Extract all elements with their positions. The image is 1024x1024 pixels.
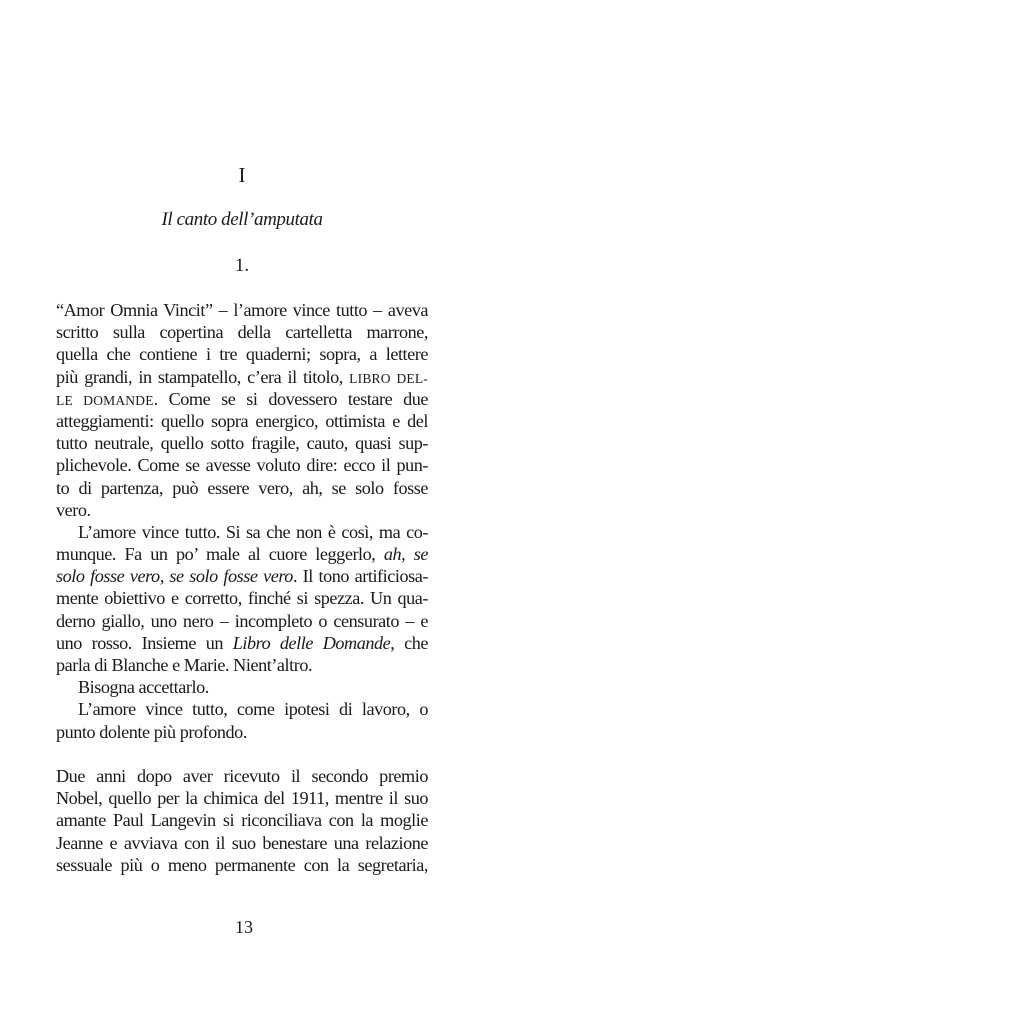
section-number: 1. bbox=[234, 255, 250, 276]
text-line bbox=[56, 632, 428, 654]
text-run: . Come se si dovessero testare due bbox=[153, 388, 428, 409]
text-line bbox=[56, 388, 428, 410]
text-line: derno giallo, uno nero – incompleto o censurato – e bbox=[56, 610, 428, 631]
text-line: atteggiamenti: quello sopra energico, ottimista e del bbox=[56, 410, 428, 431]
text-run: più grandi, in stampatello, c’era il titolo, bbox=[56, 366, 343, 387]
text-run: munque. Fa un po’ male al cuore leggerlo, bbox=[56, 544, 376, 565]
text-run: uno rosso. Insieme un bbox=[56, 632, 223, 653]
text-line bbox=[56, 565, 428, 587]
text-line bbox=[56, 543, 428, 565]
body-text bbox=[56, 299, 428, 876]
text-line: L’amore vince tutto, come ipotesi di lavoro, o bbox=[78, 699, 428, 720]
page-number: 13 bbox=[235, 917, 253, 937]
text-line: tutto neutrale, quello sotto fragile, cauto, quasi sup- bbox=[56, 433, 428, 454]
text-line: mente obiettivo e corretto, finché si spezza. Un qua- bbox=[56, 588, 428, 609]
text-line: punto dolente più profondo. bbox=[56, 721, 247, 742]
italic-run: Libro delle Domande bbox=[232, 632, 391, 653]
text-line: parla di Blanche e Marie. Nient’altro. bbox=[56, 655, 313, 675]
text-line: vero. bbox=[56, 499, 91, 520]
text-line: Nobel, quello per la chimica del 1911, mentre il suo bbox=[56, 788, 428, 809]
text-line: Jeanne e avviava con il suo benestare una relazione bbox=[56, 832, 428, 853]
small-caps-title: LIBRO DEL- bbox=[349, 370, 428, 386]
text-run: , che bbox=[390, 632, 428, 653]
text-line bbox=[56, 366, 428, 388]
text-line: plichevole. Come se avesse voluto dire: ecco il pun- bbox=[56, 455, 428, 476]
italic-run: solo fosse vero, se solo fosse vero bbox=[56, 566, 293, 587]
text-line: Due anni dopo aver ricevuto il secondo premio bbox=[56, 765, 428, 786]
part-number: I bbox=[238, 163, 246, 187]
text-line: “Amor Omnia Vincit” – l’amore vince tutto – aveva bbox=[56, 300, 428, 320]
text-line: quella che contiene i tre quaderni; sopra, a lettere bbox=[56, 344, 428, 365]
section-break bbox=[56, 743, 428, 765]
small-caps-title: LE DOMANDE bbox=[56, 392, 154, 408]
text-line: to di partenza, può essere vero, ah, se solo fosse bbox=[56, 477, 428, 498]
italic-run: ah, se bbox=[383, 544, 428, 565]
text-line: sessuale più o meno permanente con la segretaria, bbox=[56, 854, 428, 875]
chapter-title: Il canto dell’amputata bbox=[161, 209, 323, 230]
text-line: Bisogna accettarlo. bbox=[78, 677, 209, 698]
text-run: . Il tono artificiosa- bbox=[292, 566, 428, 587]
text-line: L’amore vince tutto. Si sa che non è così, ma co- bbox=[78, 521, 428, 542]
text-line: amante Paul Langevin si riconciliava con la moglie bbox=[56, 810, 428, 831]
text-line: scritto sulla copertina della cartelletta marrone, bbox=[56, 322, 428, 343]
